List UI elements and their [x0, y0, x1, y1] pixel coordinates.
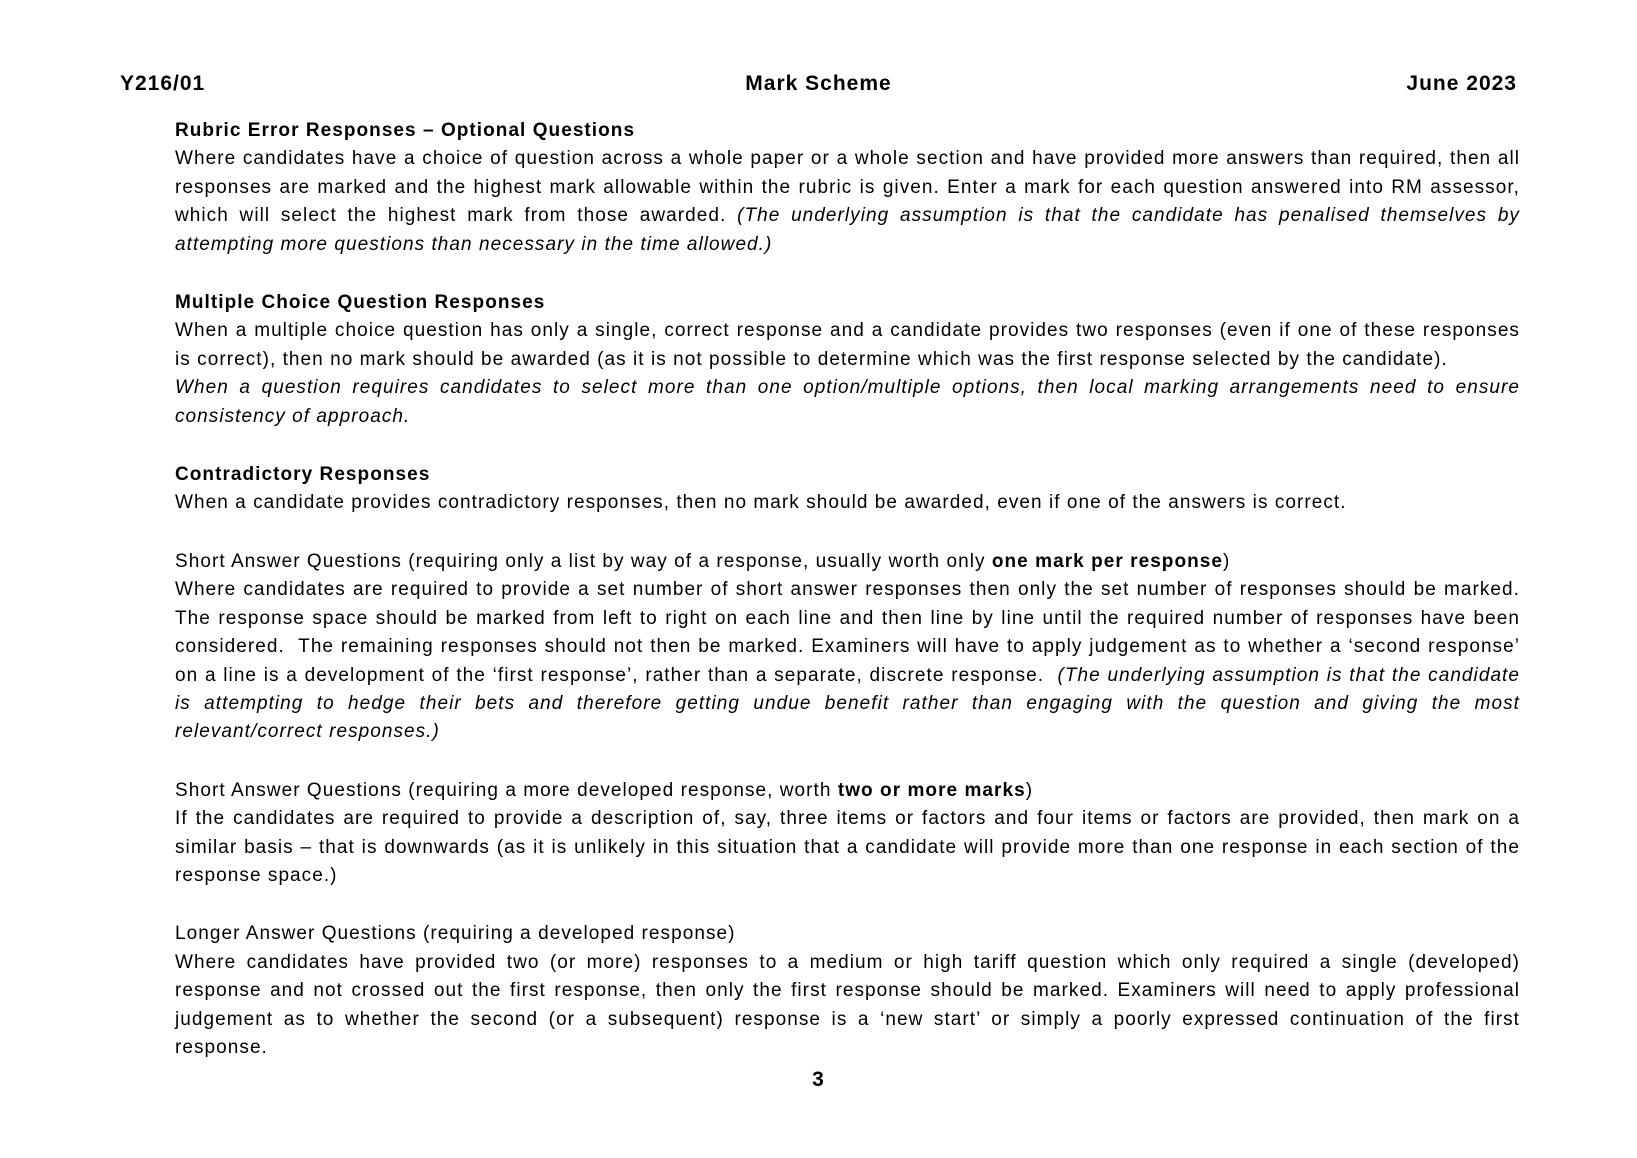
paragraph — [175, 489, 1520, 517]
section — [175, 117, 1520, 259]
paragraph — [175, 576, 1520, 746]
header-date: June 2023 — [1406, 72, 1517, 95]
paragraph — [175, 374, 1520, 431]
section — [175, 920, 1520, 1062]
text-run: ) — [1223, 550, 1231, 572]
section-heading — [175, 461, 1520, 489]
text-run: Where candidates are required to provide a set number of short answer responses then only the set number of responses should be marked. The response space should be marked from left to right on each line and then line by line until the required number of responses have been considered. The remaining responses should not then be marked. Examiners will have to apply judgement as to whether a ‘second response’ on a line is a development of the ‘first response’, rather than a separate, discrete response. — [175, 579, 1520, 686]
text-run: Short Answer Questions (requiring a more developed response, worth — [175, 779, 838, 801]
page-number: 3 — [812, 1068, 825, 1091]
paragraph — [175, 317, 1520, 374]
text-run: Longer Answer Questions (requiring a developed response) — [175, 923, 736, 945]
header-doc-code: Y216/01 — [120, 72, 206, 95]
section-heading — [175, 117, 1520, 145]
text-run-bold: Rubric Error Responses – Optional Questions — [175, 120, 636, 141]
section — [175, 289, 1520, 431]
text-run-bold: two or more marks — [837, 779, 1026, 801]
header-title: Mark Scheme — [745, 72, 892, 95]
document-content — [175, 117, 1520, 1062]
paragraph — [175, 949, 1520, 1063]
text-run-italic: (The underlying assumption is that the candidate is attempting to hedge their bets and therefore getting undue benefit rather than engaging with the question and giving the most relevant/correct responses.) — [175, 664, 1521, 743]
section — [175, 548, 1520, 747]
text-run-bold: one mark per response — [991, 550, 1224, 572]
text-run: ) — [1025, 779, 1034, 801]
text-run-italic: When a question requires candidates to select more than one option/multiple options, then local marking arrangements need to ensure consistency of approach. — [175, 377, 1520, 427]
text-run: If the candidates are required to provide a description of, say, three items or factors and four items or factors are provided, then mark on a similar basis – that is downwards (as it is unlikely in this situation that a candidate will provide more than one response in each section of the response space.) — [175, 808, 1520, 886]
text-run: When a candidate provides contradictory responses, then no mark should be awarded, even if one of the answers is correct. — [175, 492, 1347, 514]
text-run: Where candidates have provided two (or more) responses to a medium or high tariff question which only required a single (developed) response and not crossed out the first response, then only the first response should be marked. Examiners will need to apply professional judgement as to whether the second (or a subsequent) response is a ‘new start’ or simply a poorly expressed continuation of the first response. — [175, 951, 1520, 1058]
page-header — [120, 73, 1517, 97]
text-run-bold: Contradictory Responses — [175, 464, 431, 486]
section-heading — [175, 548, 1520, 576]
section — [175, 777, 1520, 891]
section — [175, 461, 1520, 518]
paragraph — [175, 145, 1520, 259]
text-run-italic: (The underlying assumption is that the candidate has penalised themselves by attempting more questions than necessary in the time allowed.) — [175, 205, 1520, 255]
section-heading — [175, 777, 1520, 805]
section-heading — [175, 920, 1520, 948]
paragraph — [175, 805, 1520, 890]
page-footer — [0, 1066, 1637, 1094]
text-run-bold: Multiple Choice Question Responses — [175, 292, 546, 314]
text-run: When a multiple choice question has only a single, correct response and a candidate provides two responses (even if one of these responses is correct), then no mark should be awarded (as it is not possible to determine which was the first response selected by the candidate). — [175, 320, 1520, 370]
text-run: Short Answer Questions (requiring only a list by way of a response, usually worth only — [175, 550, 992, 572]
text-run: Where candidates have a choice of question across a whole paper or a whole section and have provided more answers than required, then all responses are marked and the highest mark allowable within the rubric is given. Enter a mark for each question answered into RM assessor, which will select the highest mark from those awarded. — [175, 148, 1520, 227]
section-heading — [175, 289, 1520, 317]
